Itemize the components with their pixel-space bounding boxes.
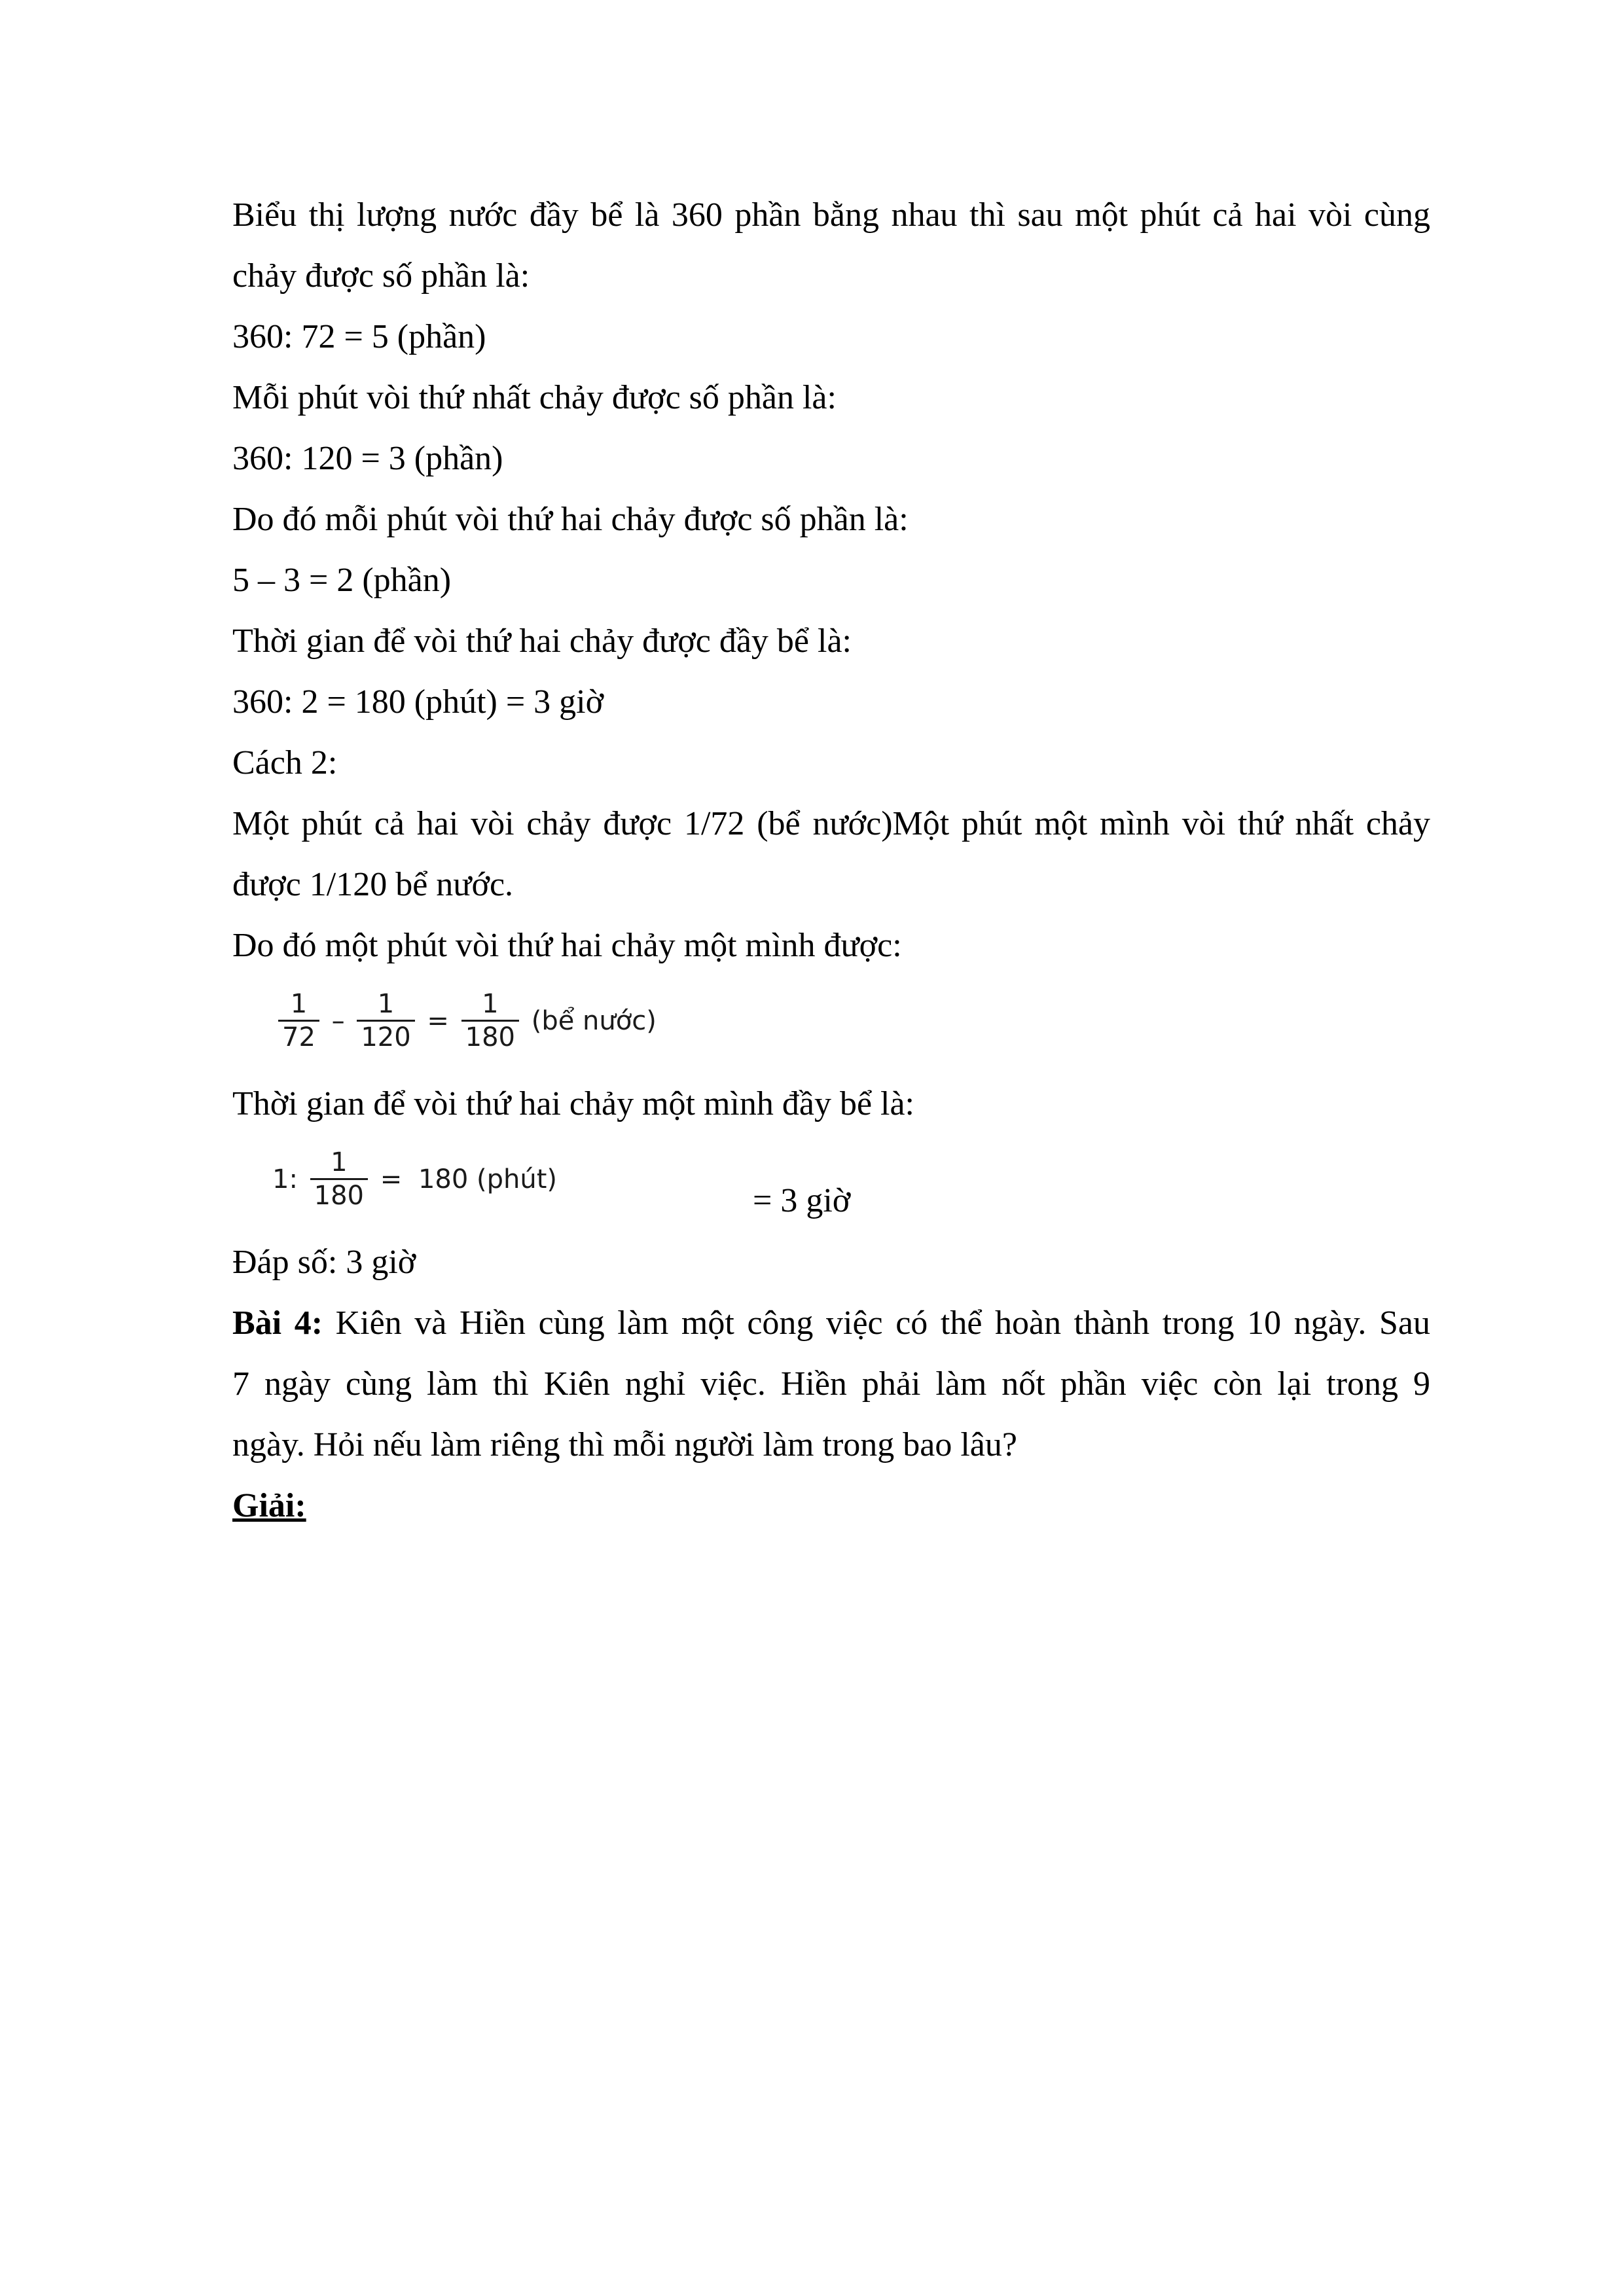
numerator: 1 <box>310 1147 368 1180</box>
fraction <box>461 988 519 1053</box>
equals-sign: = <box>427 1005 449 1036</box>
text-line: Do đó một phút vòi thứ hai chảy một mình được: <box>232 927 902 964</box>
problem-4-line: ngày. Hỏi nếu làm riêng thì mỗi người làm trong bao lâu? <box>232 1426 1017 1463</box>
text-line: 360: 2 = 180 (phút) = 3 giờ <box>232 683 604 721</box>
denominator: 180 <box>314 1181 365 1211</box>
denominator: 72 <box>282 1022 316 1052</box>
fraction-equation-image <box>278 988 660 1053</box>
text-line: Do đó mỗi phút vòi thứ hai chảy được số phần là: <box>232 501 909 538</box>
solution-heading: Giải: <box>232 1487 306 1524</box>
numerator: 1 <box>357 988 414 1022</box>
denominator: 180 <box>465 1022 516 1052</box>
text-line: Mỗi phút vòi thứ nhất chảy được số phần là: <box>232 379 837 416</box>
dividend: 1: <box>272 1164 298 1194</box>
numerator: 1 <box>278 988 319 1022</box>
answer-line: Đáp số: 3 giờ <box>232 1244 416 1281</box>
fraction <box>310 1147 368 1211</box>
minus-sign: – <box>331 1005 345 1036</box>
text-line: Thời gian để vòi thứ hai chảy một mình đầy bể là: <box>232 1085 915 1122</box>
text-line: 360: 72 = 5 (phần) <box>232 318 486 355</box>
numerator: 1 <box>461 988 519 1022</box>
text-line: Cách 2: <box>232 744 338 781</box>
problem-4-line <box>232 1293 1430 1354</box>
equation-result: = 3 giờ <box>753 1182 851 1219</box>
equals-sign: = <box>380 1164 403 1194</box>
fraction <box>357 988 414 1053</box>
unit-label: (bể nước) <box>531 1005 657 1036</box>
fraction <box>278 988 319 1053</box>
division-equation-image <box>268 1147 561 1211</box>
problem-label: Bài 4: <box>232 1304 323 1342</box>
text-line: 360: 120 = 3 (phần) <box>232 440 503 477</box>
solution-text-part1 <box>232 185 1430 976</box>
text-line: Thời gian để vòi thứ hai chảy được đầy bể là: <box>232 622 852 660</box>
text-line: được 1/120 bể nước. <box>232 866 514 903</box>
solution-text-part2 <box>232 1073 1430 1134</box>
problem-text: Kiên và Hiền cùng làm một công việc có thể hoàn thành trong 10 ngày. Sau <box>323 1304 1431 1342</box>
text-line: chảy được số phần là: <box>232 257 530 295</box>
text-line: Một phút cả hai vòi chảy được 1/72 (bể nước)Một phút một mình vòi thứ nhất chảy <box>232 805 1430 842</box>
solution-text-part3 <box>232 1232 1430 1536</box>
problem-4-line: 7 ngày cùng làm thì Kiên nghỉ việc. Hiền phải làm nốt phần việc còn lại trong 9 <box>232 1365 1430 1403</box>
denominator: 120 <box>361 1022 411 1052</box>
text-line: Biểu thị lượng nước đầy bể là 360 phần bằng nhau thì sau một phút cả hai vòi cùng <box>232 196 1430 234</box>
result-value: 180 (phút) <box>418 1164 558 1194</box>
text-line: 5 – 3 = 2 (phần) <box>232 562 452 599</box>
